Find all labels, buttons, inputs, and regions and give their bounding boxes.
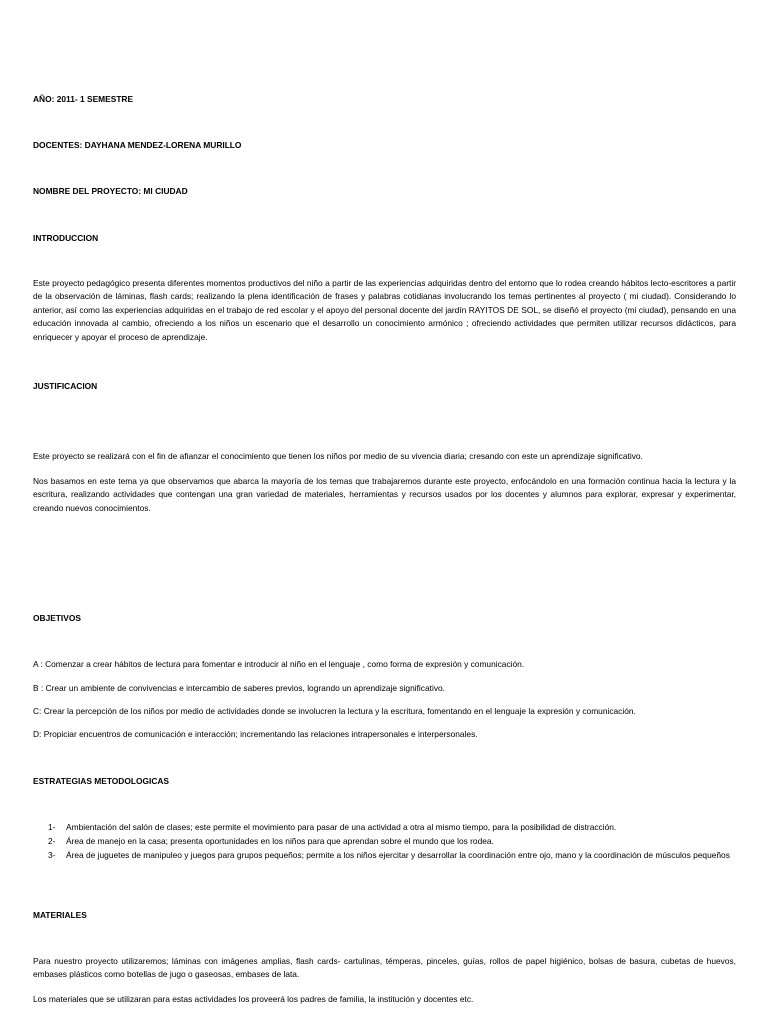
project-name-line: NOMBRE DEL PROYECTO: MI CIUDAD (33, 186, 188, 196)
materials-heading: MATERIALES (33, 910, 87, 920)
introduction-paragraph: Este proyecto pedagógico presenta diferentes momentos productivos del niño a partir de las experiencias adquiridas dentro del entorno que lo rodea creando hábitos lecto-escritores a partir de la observación de láminas, flash cards; realizando la plena identificación de frases y palabras cotidianas involucrando los temas pertinentes al proyecto ( mi ciudad). Considerando lo anterior, así como las experiencias adquiridas en el trabajo de red escolar y el apoyo del personal docente del jardín RAYITOS DE SOL, se diseñó el proyecto (mi ciudad), pensando en una educación innovada al cambio, ofreciendo a los niños un escenario que el desarrollo un conocimiento armónico ; ofreciendo actividades que permiten utilizar recursos didácticos, para enriquecer y apoyar el proceso de aprendizaje. (33, 278, 736, 342)
strategy-item (33, 848, 736, 862)
objectives-heading: OBJETIVOS (33, 613, 81, 623)
strategy-number: 3- (48, 850, 56, 860)
strategy-text: Área de juguetes de manipuleo y juegos para grupos pequeños; permite a los niños ejercitar y desarrollar la coordinación entre ojo, mano y la coordinación de músculos pequeños (66, 850, 730, 860)
objective-item-c: C: Crear la percepción de los niños por medio de actividades donde se involucren la lectura y la escritura, fomentando en el lenguaje la expresión y comunicación. (33, 706, 636, 716)
justification-paragraph-1: Este proyecto se realizará con el fin de afianzar el conocimiento que tienen los niños por medio de su vivencia diaria; cresando con este un aprendizaje significativo. (33, 451, 643, 461)
objective-item-b: B : Crear un ambiente de convivencias e intercambio de saberes previos, logrando un aprendizaje significativo. (33, 683, 446, 693)
objective-item-d: D: Propiciar encuentros de comunicación e interacción; incrementando las relaciones intrapersonales e interpersonales. (33, 729, 478, 739)
objective-item-a: A : Comenzar a crear hábitos de lectura para fomentar e introducir al niño en el lenguaje , como forma de expresión y comunicación. (33, 659, 525, 669)
strategy-item (33, 834, 736, 848)
introduction-heading: INTRODUCCION (33, 233, 99, 243)
strategies-list (33, 820, 736, 862)
materials-paragraph-1: Para nuestro proyecto utilizaremos; láminas con imágenes amplias, flash cards- cartulinas, témperas, pinceles, guías, rollos de papel higiénico, bolsas de basura, cubetas de huevos, embases plásticos como botellas de jugo o gaseosas, embases de lata. (33, 956, 736, 980)
strategy-text: Ambientación del salón de clases; este permite el movimiento para pasar de una actividad a otra al mismo tiempo, para la posibilidad de distracción. (66, 822, 617, 832)
strategy-text: Área de manejo en la casa; presenta oportunidades en los niños para que aprendan sobre el mundo que los rodea. (66, 836, 494, 846)
teachers-line: DOCENTES: DAYHANA MENDEZ-LORENA MURILLO (33, 140, 242, 150)
strategy-item (33, 820, 736, 834)
strategy-number: 2- (48, 836, 56, 846)
justification-paragraph-2: Nos basamos en este tema ya que observamos que abarca la mayoría de los temas que trabajaremos durante este proyecto, enfocándolo en una formación continua hacia la lectura y la escritura, realizando actividades que contengan una gran variedad de materiales, herramientas y recursos usados por los docentes y alumnos para explorar, expresar y experimentar, creando nuevos conocimientos. (33, 476, 736, 513)
materials-paragraph-2: Los materiales que se utilizaran para estas actividades los proveerá los padres de familia, la institución y docentes etc. (33, 994, 474, 1004)
year-line: AÑO: 2011- 1 SEMESTRE (33, 94, 134, 104)
justification-heading: JUSTIFICACION (33, 381, 98, 391)
strategy-number: 1- (48, 822, 56, 832)
strategies-heading: ESTRATEGIAS METODOLOGICAS (33, 776, 170, 786)
